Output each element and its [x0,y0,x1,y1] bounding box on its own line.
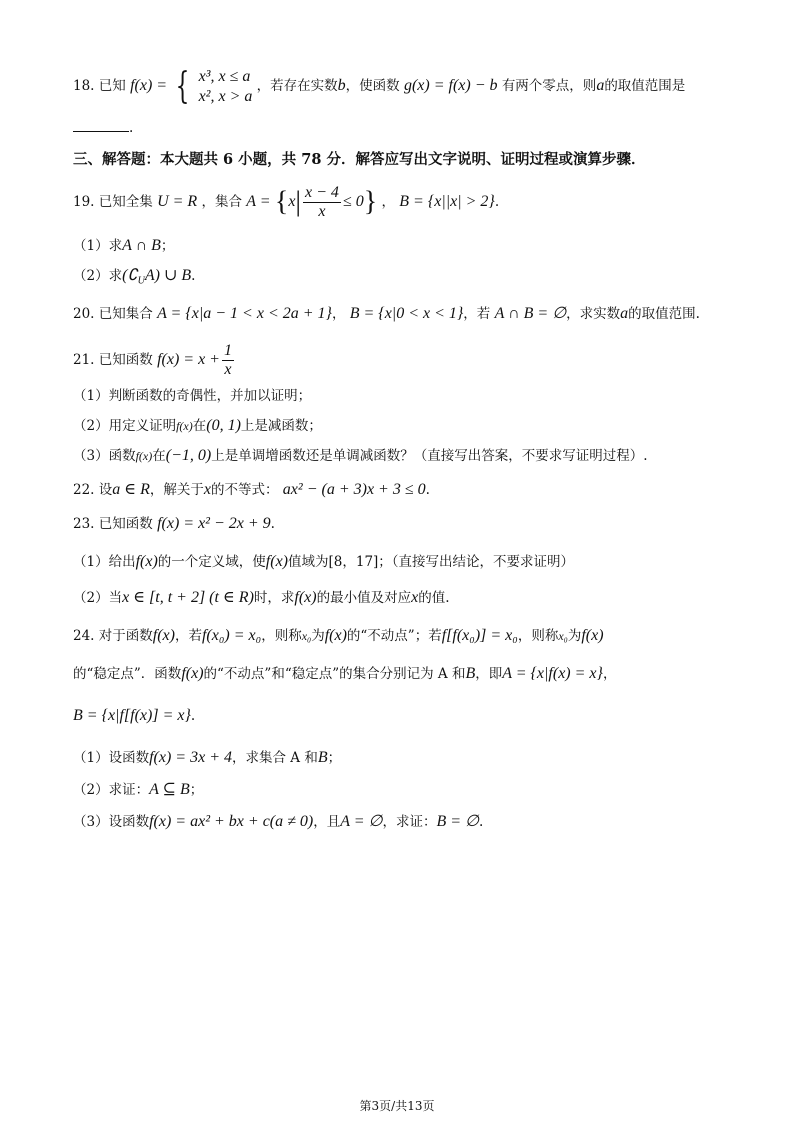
q19-fraction: $\frac{x - 4}{x}$ [305,184,339,220]
q18-line: 18. 已知 f(x) = { x³, x ≤ a x², x > a ，若存在实数b，使函数 g(x) = f(x) − b 有两个零点，则a的取值范围是 [73,65,686,107]
q18-func-lhs: f(x) = [130,77,168,94]
q24-part1: （1）设函数f(x) = 3x + 4，求集合 A 和B； [73,749,342,766]
q19-bar: | [295,186,302,218]
q23-part2: （2）当x ∈ [t, t + 2] (t ∈ R)时，求f(x)的最小值及对应x的值. [73,589,450,606]
q21-part2: （2）用定义证明f(x)在(0, 1)上是减函数； [73,417,322,434]
q19-line: 19. 已知全集 U = R ，集合 A = {x| $\frac{x - 4}{x}$ ≤ 0} ， B = {x||x| > 2}. [73,184,500,220]
q24-line1: 24. 对于函数f(x)，若f(x₀) = x₀，则称x₀为f(x)的“不动点”；若f[f(x₀)] = x₀，则称x₀为f(x) [73,627,604,644]
q18-g-expr: g(x) = f(x) − b [403,77,498,94]
q23-line: 23. 已知函数 f(x) = x² − 2x + 9. [73,515,275,532]
q21-part1: （1）判断函数的奇偶性，并加以证明； [73,388,312,404]
q24-line2: 的“稳定点”．函数f(x)的“不动点”和“稳定点”的集合分别记为 A 和B，即A = {x|f(x) = x}， [73,665,617,682]
q21-part3: （3）函数f(x)在(−1, 0)上是单调增函数还是单调减函数？（直接写出答案，不要求写证明过程）. [73,447,648,464]
q20-line: 20. 已知集合 A = {x|a − 1 < x < 2a + 1}， B = {x|0 < x < 1}，若 A ∩ B = ∅，求实数a的取值范围. [73,305,700,322]
q18-blank-line: . [73,118,133,138]
q21-line: 21. 已知函数 f(x) = x + $\frac{1}{x}$ [73,342,232,378]
q24-line3: B = {x|f[f(x)] = x}. [73,707,196,724]
section-title: 三、解答题：本大题共 6 小题，共 78 分．解答应写出文字说明、证明过程或演算步骤． [73,151,646,168]
q18-case2: x², x > a [198,87,253,105]
q19-right-brace: } [363,186,378,218]
q19-part2: （2）求$(∁_UA)$ ∪ B. [73,267,196,287]
q24-part2: （2）求证：A ⊆ B； [73,781,204,798]
q18-brace: { [175,65,190,107]
page-footer: 第3页/共13页 [359,1099,435,1113]
q19-left-brace: { [274,186,289,218]
q23-part1: （1）给出f(x)的一个定义域，使f(x)值域为[8，17]；（直接写出结论，不要求证明） [73,553,575,570]
q22-line: 22. 设a ∈ R，解关于x的不等式： ax² − (a + 3)x + 3 ≤ 0. [73,481,430,498]
q18-case1: x³, x ≤ a [198,67,251,85]
q24-part3: （3）设函数f(x) = ax² + bx + c(a ≠ 0)，且A = ∅，求证：B = ∅. [73,813,484,830]
q19-part1: （1）求A ∩ B； [73,237,175,254]
q18-piecewise [199,67,253,107]
q18-answer-blank[interactable] [73,119,129,132]
q21-fraction: $\frac{1}{x}$ [223,342,232,378]
